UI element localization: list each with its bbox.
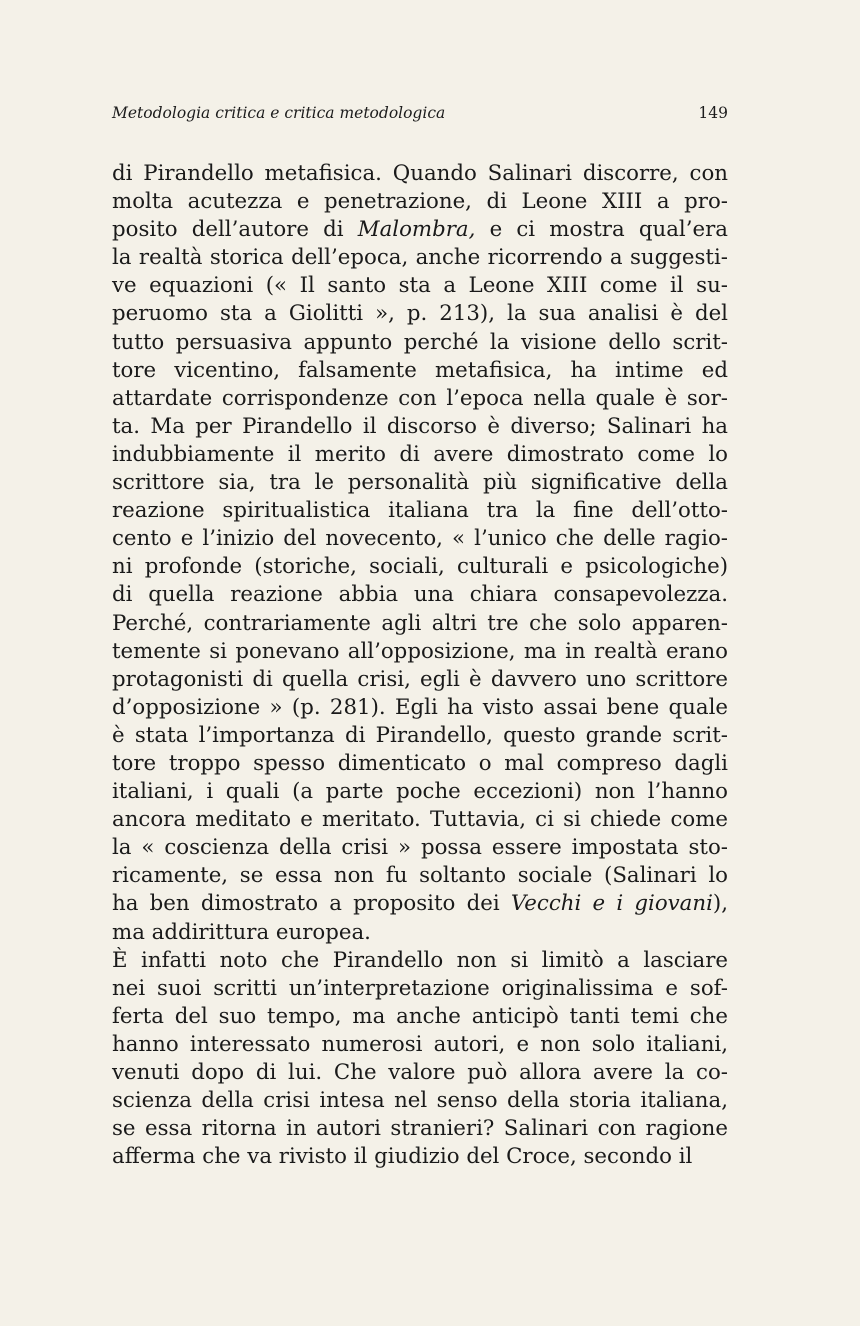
text-line: scienza della crisi intesa nel senso della storia italiana,: [112, 1088, 728, 1114]
text-line: È infatti noto che Pirandello non si limitò a lasciare: [112, 947, 728, 973]
text-line: ni profonde (storiche, sociali, culturali e psicologiche): [112, 554, 728, 580]
text-line: la « coscienza della crisi » possa essere impostata sto-: [112, 835, 728, 861]
text-line: protagonisti di quella crisi, egli è davvero uno scrittore: [112, 666, 728, 692]
body-text: [112, 160, 728, 1171]
text-line: ta. Ma per Pirandello il discorso è diverso; Salinari ha: [112, 413, 728, 439]
text-line: tutto persuasiva appunto perché la visione dello scrit-: [112, 329, 728, 355]
text-line: reazione spiritualistica italiana tra la fine dell’otto-: [112, 498, 728, 524]
running-head: [112, 104, 728, 130]
text-line: afferma che va rivisto il giudizio del Croce, secondo il: [112, 1144, 693, 1170]
text-line: hanno interessato numerosi autori, e non solo italiani,: [112, 1031, 728, 1057]
text-line: venuti dopo di lui. Che valore può allora avere la co-: [112, 1060, 728, 1085]
text-line: è stata l’importanza di Pirandello, questo grande scrit-: [112, 722, 728, 748]
text-line: ricamente, se essa non fu soltanto sociale (Salinari lo: [112, 863, 728, 889]
text-line: Perché, contrariamente agli altri tre che solo apparen-: [112, 610, 728, 636]
text-line: di Pirandello metafisica. Quando Salinari discorre, con: [112, 161, 728, 186]
running-title: Metodologia critica e critica metodologica: [112, 104, 446, 122]
text-line: ma addirittura europea.: [112, 919, 371, 945]
text-line: d’opposizione » (p. 281). Egli ha visto assai bene quale: [112, 694, 728, 720]
text-line: attardate corrispondenze con l’epoca nella quale è sor-: [112, 385, 728, 411]
text-line: tore troppo spesso dimenticato o mal compreso dagli: [112, 750, 728, 776]
text-line: posito dell’autore di Malombra, e ci mostra qual’era: [112, 217, 728, 243]
text-line: cento e l’inizio del novecento, « l’unico che delle ragio-: [112, 526, 728, 552]
text-line: ha ben dimostrato a proposito dei Vecchi e i giovani),: [112, 891, 728, 917]
text-line: scrittore sia, tra le personalità più significative della: [112, 470, 728, 496]
text-line: la realtà storica dell’epoca, anche ricorrendo a suggesti-: [112, 245, 728, 271]
text-line: se essa ritorna in autori stranieri? Salinari con ragione: [112, 1116, 728, 1142]
text-line: tore vicentino, falsamente metafisica, ha intime ed: [112, 357, 728, 383]
text-line: peruomo sta a Giolitti », p. 213), la sua analisi è del: [112, 301, 728, 327]
text-line: di quella reazione abbia una chiara consapevolezza.: [112, 582, 728, 608]
page-number: 149: [698, 104, 728, 122]
text-line: ancora meditato e meritato. Tuttavia, ci si chiede come: [112, 807, 728, 833]
text-line: molta acutezza e penetrazione, di Leone XIII a pro-: [112, 189, 728, 215]
text-line: temente si ponevano all’opposizione, ma in realtà erano: [112, 638, 728, 664]
text-line: italiani, i quali (a parte poche eccezioni) non l’hanno: [112, 779, 728, 805]
text-line: nei suoi scritti un’interpretazione originalissima e sof-: [112, 975, 728, 1001]
text-line: ferta del suo tempo, ma anche anticipò tanti temi che: [112, 1003, 728, 1029]
text-line: indubbiamente il merito di avere dimostrato come lo: [112, 441, 728, 467]
text-line: ve equazioni (« Il santo sta a Leone XIII come il su-: [112, 273, 728, 299]
